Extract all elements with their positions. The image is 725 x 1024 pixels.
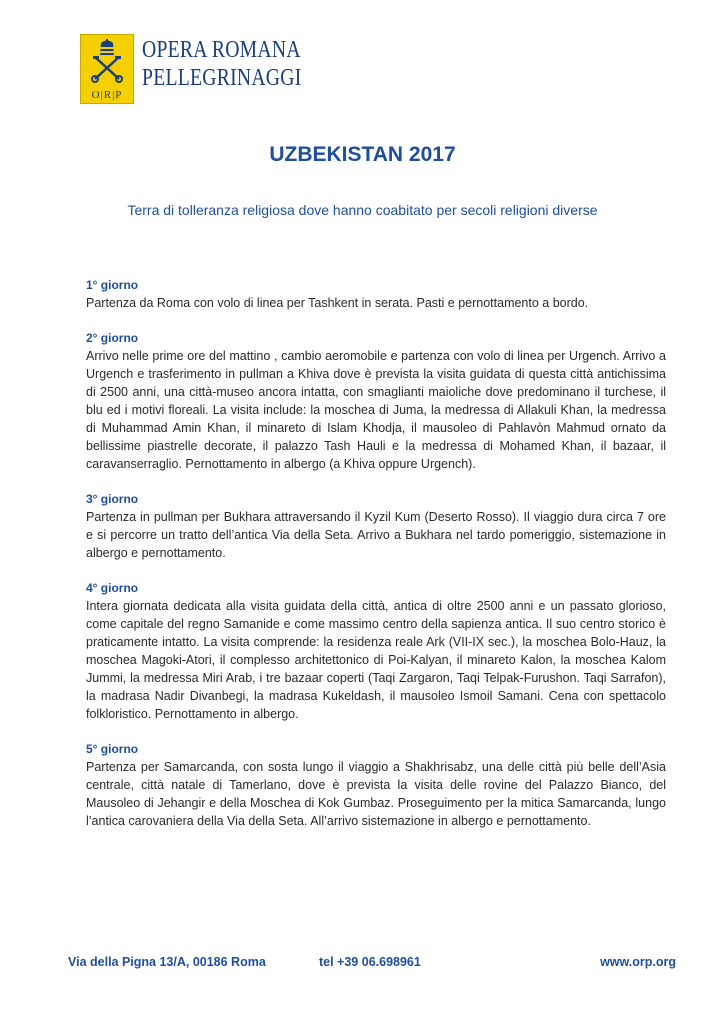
day-description: Arrivo nelle prime ore del mattino , cambio aeromobile e partenza con volo di linea per Urgench. Arrivo a Urgench e trasferimento in pullman a Khiva dove è prevista la visita guidata di questa città antichissima di 2500 anni, una città-museo ancora intatta, con smaglianti maioliche dove predominano il turchese, il blu ed i motivi floreali. La visita include: la moschea di Juma, la medressa di Allakuli Khan, la medressa di Muhammad Amin Khan, il minareto di Islam Khodja, il mausoleo di Pahlavòn Mahmud ornato da bellissime piastrelle decorate, il palazzo Tash Hauli e la medressa di Mohamed Khan, il bazaar, il caravanserraglio. Pernottamento in albergo (a Khiva oppure Urgench).: [86, 349, 666, 471]
logo-wordmark: [142, 36, 337, 92]
footer-address: Via della Pigna 13/A, 00186 Roma: [68, 955, 266, 969]
itinerary: [86, 276, 666, 847]
day-title: 1° giorno: [86, 278, 139, 292]
orp-emblem: [80, 34, 134, 104]
logo-initials: O|R|P: [91, 89, 123, 101]
day-description: Intera giornata dedicata alla visita guidata della città, antica di oltre 2500 anni e un passato glorioso, come capitale del regno Samanide e come massimo centro della sapienza antica. Il suo centro storico è praticamente intatto. La visita comprende: la residenza reale Ark (VII-IX sec.), la moschea Bolo-Hauz, la moschea Magoki-Atori, il complesso architettonico di Poi-Kalyan, il minareto Kalon, la moschea Kalom Jummi, la medressa Miri Arab, i tre bazaar coperti (Taqi Zargaron, Taqi Telpak-Furushon. Taqi Sarrafon), la madrasa Nadir Divanbegi, la madrasa Kukeldash, il mausoleo Ismoil Samani. Cena con spettacolo folkloristico. Pernottamento in albergo.: [86, 599, 666, 721]
papal-keys-icon: [87, 39, 127, 87]
day-section: [86, 329, 666, 473]
day-description: Partenza in pullman per Bukhara attraversando il Kyzil Kum (Deserto Rosso). Il viaggio dura circa 7 ore e si percorre un tratto dell’antica Via della Seta. Arrivo a Bukhara nel tardo pomeriggio, sistemazione in albergo e pernottamento.: [86, 510, 666, 560]
day-section: [86, 276, 666, 312]
logo-line-1: OPERA ROMANA: [142, 37, 301, 63]
page-title: UZBEKISTAN 2017: [269, 143, 456, 166]
day-description: Partenza da Roma con volo di linea per Tashkent in serata. Pasti e pernottamento a bordo.: [86, 296, 589, 310]
footer-website-link[interactable]: www.orp.org: [600, 955, 676, 969]
day-section: [86, 740, 666, 830]
day-section: [86, 490, 666, 562]
day-title: 5° giorno: [86, 742, 139, 756]
day-section: [86, 579, 666, 723]
day-title: 3° giorno: [86, 492, 139, 506]
footer-phone: tel +39 06.698961: [319, 955, 421, 969]
orp-logo: [80, 34, 320, 104]
page-subtitle: Terra di tolleranza religiosa dove hanno coabitato per secoli religioni diverse: [127, 202, 598, 218]
day-description: Partenza per Samarcanda, con sosta lungo il viaggio a Shakhrisabz, una delle città più belle dell’Asia centrale, città natale di Tamerlano, dove è prevista la visita delle rovine del Palazzo Bianco, del Mausoleo di Jehangir e della Moschea di Kok Gumbaz. Proseguimento per la mitica Samarcanda, lungo l’antica carovaniera della Via della Seta. All’arrivo sistemazione in albergo e pernottamento.: [86, 760, 666, 828]
day-title: 2° giorno: [86, 331, 139, 345]
logo-line-2: PELLEGRINAGGI: [142, 65, 302, 91]
day-title: 4° giorno: [86, 581, 139, 595]
